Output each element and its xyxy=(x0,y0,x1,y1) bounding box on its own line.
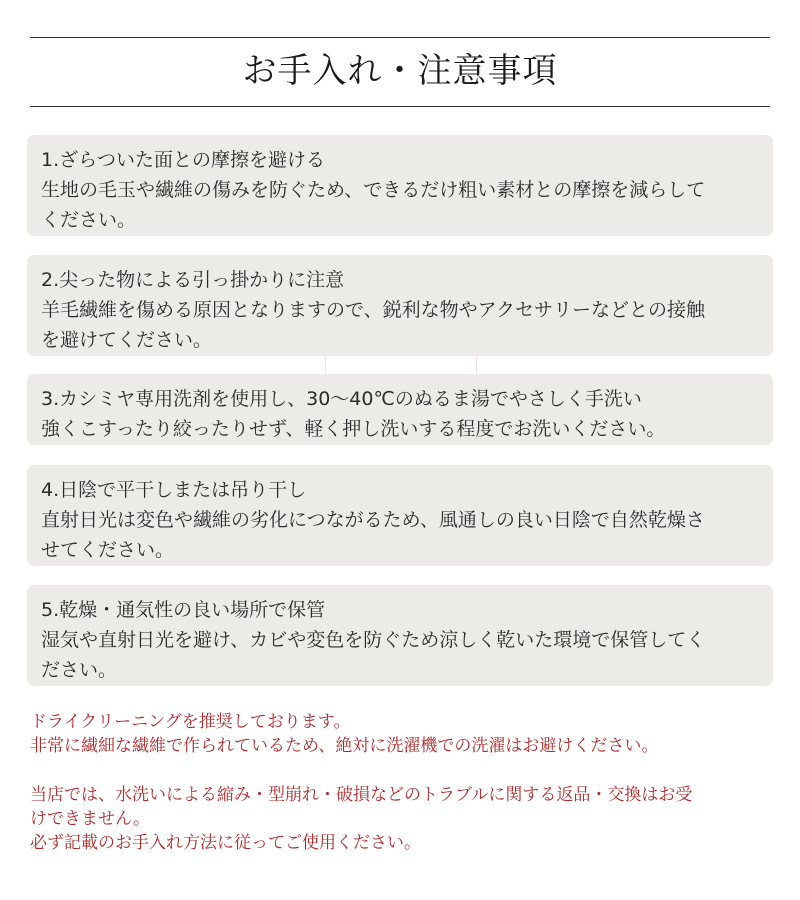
care-item-text: せてください。 xyxy=(41,539,175,561)
notice-line: 必ず記載のお手入れ方法に従ってご使用ください。 xyxy=(30,833,421,853)
page-title: お手入れ・注意事項 xyxy=(242,51,558,91)
care-item-text: 直射日光は変色や繊維の劣化につながるため、風通しの良い日陰で自然乾燥さ xyxy=(41,509,705,531)
care-item-card xyxy=(27,135,773,236)
care-item-text: 湿気や直射日光を避け、カビや変色を防ぐため涼しく乾いた環境で保管してく xyxy=(41,629,706,651)
care-item-card xyxy=(27,585,773,686)
top-divider xyxy=(30,37,770,38)
care-item-card xyxy=(27,374,773,445)
care-item-text: 羊毛繊維を傷める原因となりますので、鋭利な物やアクセサリーなどとの接触 xyxy=(41,299,706,321)
care-item-heading: 3.カシミヤ専用洗剤を使用し、30〜40℃のぬるま湯でやさしく手洗い xyxy=(41,388,642,410)
care-item-text: 強くこすったり絞ったりせず、軽く押し洗いする程度でお洗いください。 xyxy=(41,418,666,440)
care-item-heading: 1.ざらついた面との摩擦を避ける xyxy=(41,149,325,171)
return-policy-notice xyxy=(30,783,775,855)
care-item-text: ださい。 xyxy=(41,659,118,681)
care-item-text: を避けてください。 xyxy=(41,329,213,351)
care-item-heading: 5.乾燥・通気性の良い場所で保管 xyxy=(41,599,326,621)
notice-line: けできません。 xyxy=(30,809,151,829)
notice-line: 当店では、水洗いによる縮み・型崩れ・破損などのトラブルに関する返品・交換はお受 xyxy=(30,785,693,805)
title-divider xyxy=(30,106,770,107)
care-item-text: 生地の毛玉や繊維の傷みを防ぐため、できるだけ粗い素材との摩擦を減らして xyxy=(41,179,706,201)
care-item-card xyxy=(27,465,773,566)
care-item-text: ください。 xyxy=(41,209,137,231)
care-item-card xyxy=(27,255,773,356)
care-item-heading: 4.日陰で平干しまたは吊り干し xyxy=(41,479,307,501)
dry-cleaning-notice xyxy=(30,710,775,758)
care-item-heading: 2.尖った物による引っ掛かりに注意 xyxy=(41,269,345,291)
notice-line: ドライクリーニングを推奨しております。 xyxy=(30,712,351,732)
notice-line: 非常に繊細な繊維で作られているため、絶対に洗濯機での洗濯はお避けください。 xyxy=(30,736,659,756)
